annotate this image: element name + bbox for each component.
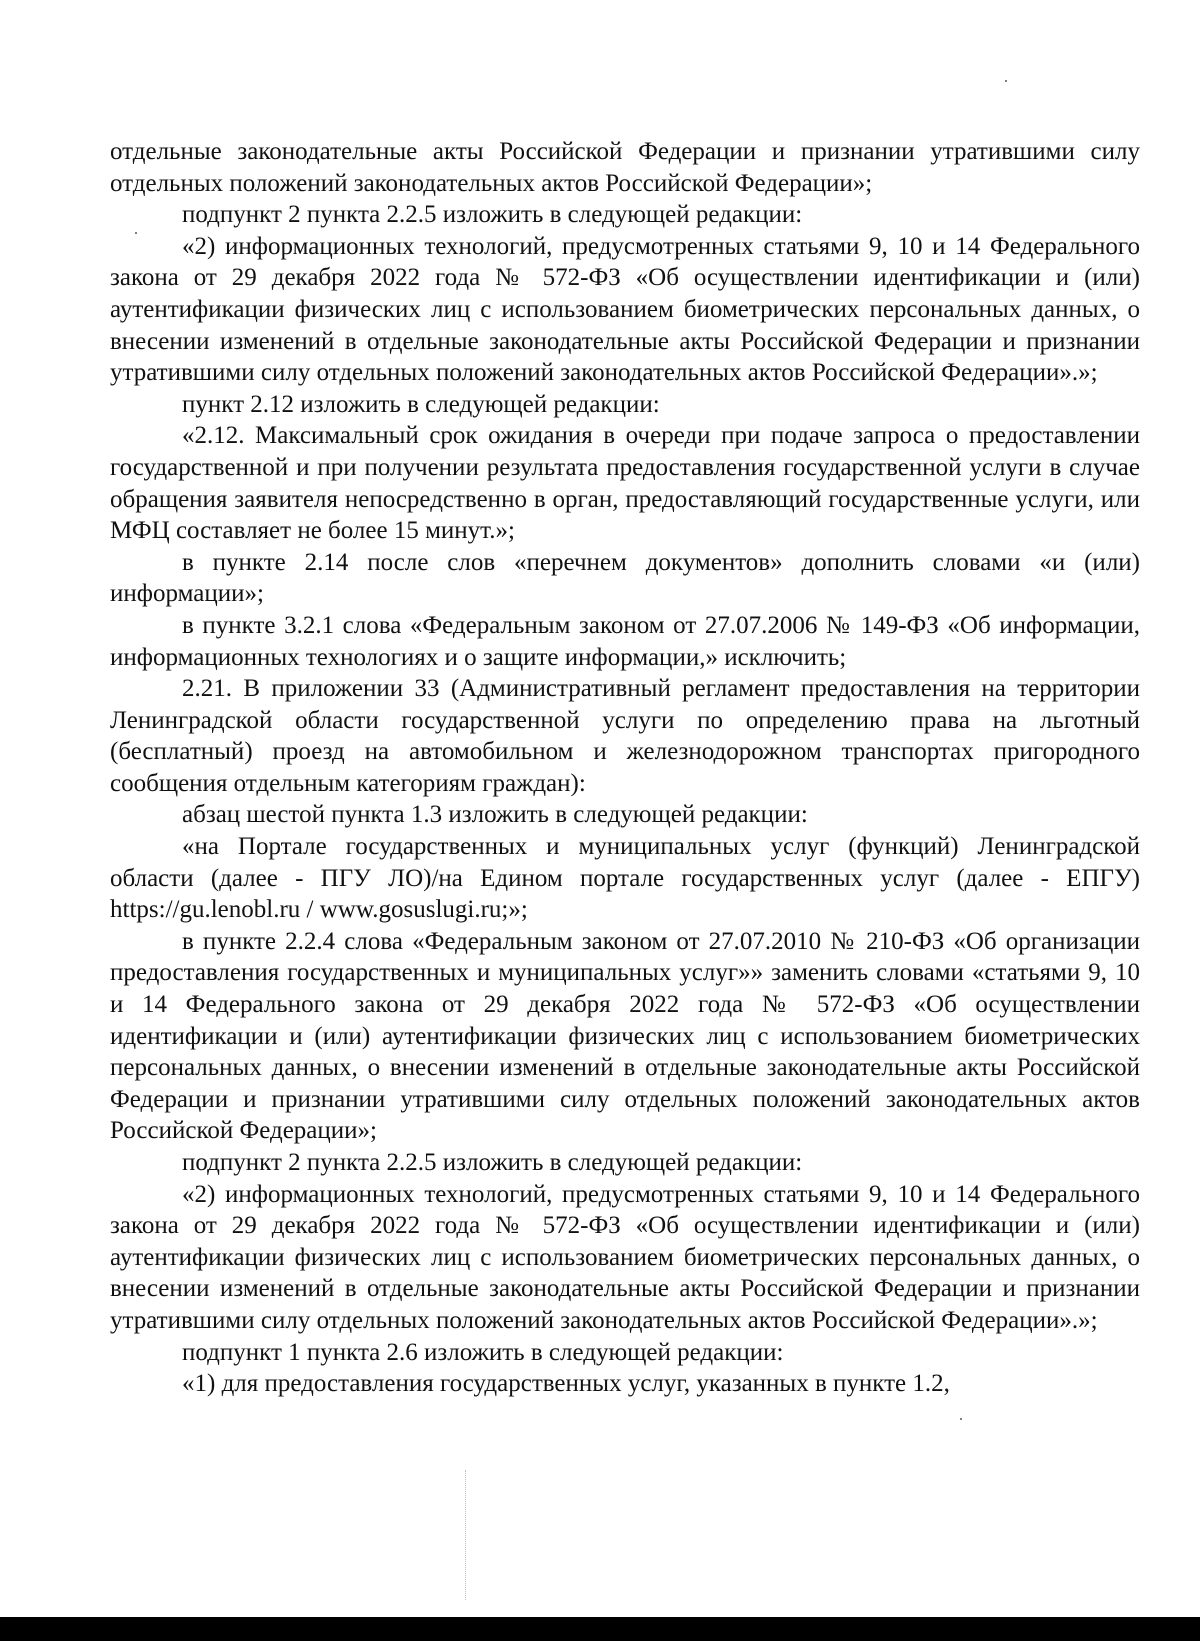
scan-bottom-edge [0, 1617, 1200, 1641]
paragraph: подпункт 2 пункта 2.2.5 изложить в следующей редакции: [182, 1149, 803, 1176]
paragraph: пункт 2.12 изложить в следующей редакции: [182, 390, 660, 418]
paragraph: в пункте 3.2.1 слова «Федеральным законом от 27.07.2006 № 149-ФЗ «Об информации, информационных технологиях и о защите информации,» исключить; [110, 611, 1140, 671]
paragraph: «2.12. Максимальный срок ожидания в очереди при подаче запроса о предоставлении государственной и при получении результата предоставления государственной услуги в случае обращения заявителя непосредственно в орган, предоставляющий государственные услуги, или МФЦ составляет не более 15 минут.»; [110, 422, 1140, 545]
paragraph: 2.21. В приложении 33 (Административный регламент предоставления на территории Ленинградской области государственной услуги по определению права на льготный (бесплатный) проезд на автомобильном и железнодорожном транспортах пригородного сообщения отдельным категориям граждан): [110, 675, 1140, 797]
paragraph: «2) информационных технологий, предусмотренных статьями 9, 10 и 14 Федерального закона от 29 декабря 2022 года № 572-ФЗ «Об осуществлении идентификации и (или) аутентификации физических лиц с использованием биометрических персональных данных, о внесении изменений в отдельные законодательные акты Российской Федерации и признании утратившими силу отдельных положений законодательных актов Российской Федерации».»; [110, 232, 1140, 387]
scan-speck [1005, 80, 1007, 82]
paragraph: «на Портале государственных и муниципальных услуг (функций) Ленинградской области (далее - ПГУ ЛО)/на Едином портале государственных услуг (далее - ЕПГУ) https://gu.lenobl.ru / www.gosuslugi.ru;»; [110, 833, 1140, 924]
paragraph: «1) для предоставления государственных услуг, указанных в пункте 1.2, [182, 1370, 950, 1398]
scan-artifact-line [465, 1470, 467, 1600]
document-body [110, 136, 1140, 1400]
paragraph: отдельные законодательные акты Российской Федерации и признании утратившими силу отдельных положений законодательных актов Российской Федерации»; [110, 138, 1140, 197]
paragraph: подпункт 1 пункта 2.6 изложить в следующей редакции: [182, 1338, 784, 1366]
paragraph: абзац шестой пункта 1.3 изложить в следующей редакции: [182, 801, 808, 829]
paragraph: в пункте 2.2.4 слова «Федеральным законом от 27.07.2010 № 210-ФЗ «Об организации предоставления государственных и муниципальных услуг»» заменить словами «статьями 9, 10 и 14 Федерального закона от 29 декабря 2022 года № 572-ФЗ «Об осуществлении идентификации и (или) аутентификации физических лиц с использованием биометрических персональных данных, о внесении изменений в отдельные законодательные акты Российской Федерации и признании утратившими силу отдельных положений законодательных актов Российской Федерации»; [110, 927, 1140, 1145]
scan-speck [960, 1418, 962, 1420]
paragraph: в пункте 2.14 после слов «перечнем документов» дополнить словами «и (или) информации»; [110, 548, 1140, 608]
paragraph: подпункт 2 пункта 2.2.5 изложить в следующей редакции: [182, 201, 803, 229]
paragraph: «2) информационных технологий, предусмотренных статьями 9, 10 и 14 Федерального закона от 29 декабря 2022 года № 572-ФЗ «Об осуществлении идентификации и (или) аутентификации физических лиц с использованием биометрических персональных данных, о внесении изменений в отдельные законодательные акты Российской Федерации и признании утратившими силу отдельных положений законодательных актов Российской Федерации».»; [110, 1180, 1140, 1334]
